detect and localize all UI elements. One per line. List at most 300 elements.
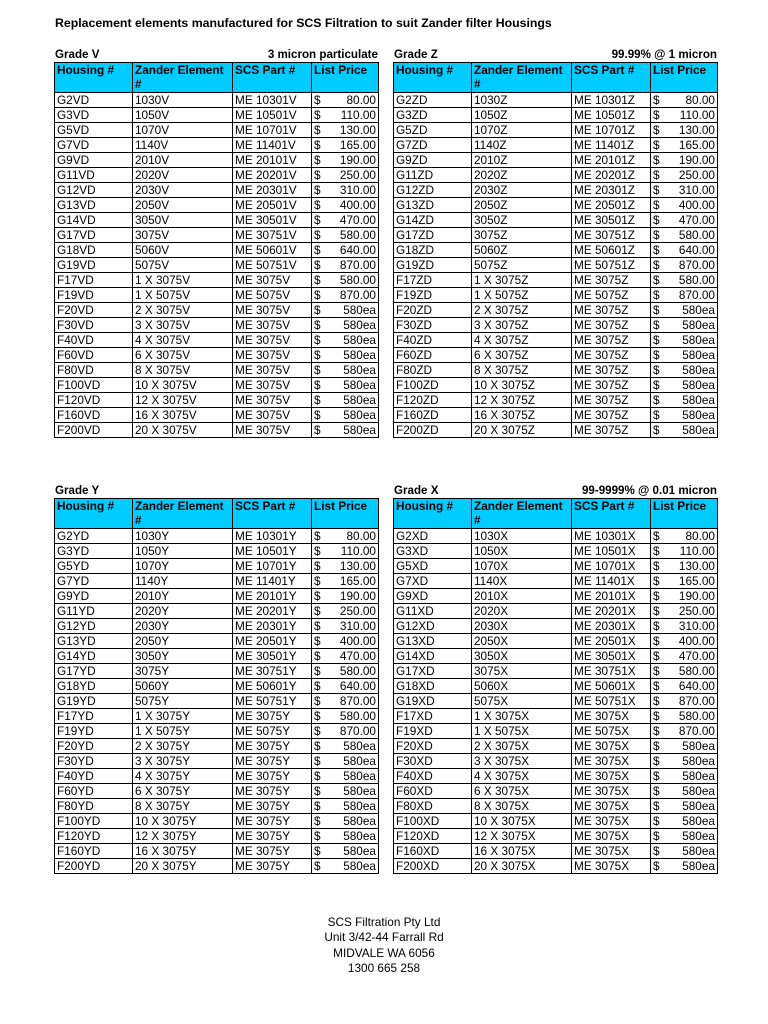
- price-amount: 580.00: [339, 709, 376, 723]
- part-cell: ME 30751V: [233, 228, 312, 243]
- currency-symbol: $: [314, 393, 321, 407]
- element-cell: 20 X 3075Y: [133, 859, 233, 874]
- element-cell: 1140Y: [133, 574, 233, 589]
- table-row: [394, 544, 718, 559]
- element-cell: 2030V: [133, 183, 233, 198]
- part-cell: ME 3075V: [233, 318, 312, 333]
- housing-cell: F19YD: [55, 724, 133, 739]
- price-amount: 580.00: [339, 664, 376, 678]
- price-amount: 640.00: [339, 679, 376, 693]
- currency-symbol: $: [314, 664, 321, 678]
- price-amount: 580ea: [343, 303, 376, 317]
- currency-symbol: $: [314, 378, 321, 392]
- part-cell: ME 3075Z: [572, 333, 651, 348]
- currency-symbol: $: [653, 619, 660, 633]
- currency-symbol: $: [314, 589, 321, 603]
- element-cell: 5060V: [133, 243, 233, 258]
- element-cell: 8 X 3075X: [472, 799, 572, 814]
- currency-symbol: $: [653, 93, 660, 107]
- price-amount: 580ea: [343, 393, 376, 407]
- currency-symbol: $: [314, 303, 321, 317]
- table-row: [55, 664, 379, 679]
- part-cell: ME 50601V: [233, 243, 312, 258]
- price-amount: 580ea: [682, 739, 715, 753]
- element-cell: 3075Z: [472, 228, 572, 243]
- part-cell: ME 3075V: [233, 303, 312, 318]
- price-cell: [651, 198, 718, 213]
- currency-symbol: $: [314, 754, 321, 768]
- part-cell: ME 10301Z: [572, 93, 651, 108]
- price-cell: [651, 589, 718, 604]
- part-col-header: SCS Part #: [233, 499, 312, 529]
- housing-cell: G18ZD: [394, 243, 472, 258]
- grade-header: [393, 47, 717, 62]
- price-cell: [651, 273, 718, 288]
- price-cell: [651, 153, 718, 168]
- part-cell: ME 20201Z: [572, 168, 651, 183]
- price-cell: [312, 559, 379, 574]
- element-cell: 2010Y: [133, 589, 233, 604]
- element-cell: 4 X 3075Z: [472, 333, 572, 348]
- element-cell: 12 X 3075X: [472, 829, 572, 844]
- currency-symbol: $: [653, 273, 660, 287]
- price-amount: 580ea: [343, 739, 376, 753]
- currency-symbol: $: [314, 574, 321, 588]
- element-cell: 2020Y: [133, 604, 233, 619]
- currency-symbol: $: [653, 589, 660, 603]
- price-cell: [312, 859, 379, 874]
- housing-cell: G7ZD: [394, 138, 472, 153]
- table-row: [394, 243, 718, 258]
- price-amount: 130.00: [678, 123, 715, 137]
- price-amount: 580ea: [682, 784, 715, 798]
- housing-cell: F120YD: [55, 829, 133, 844]
- part-cell: ME 3075Y: [233, 769, 312, 784]
- housing-cell: G2VD: [55, 93, 133, 108]
- housing-cell: G19YD: [55, 694, 133, 709]
- price-cell: [312, 814, 379, 829]
- part-cell: ME 30501Z: [572, 213, 651, 228]
- price-cell: [312, 213, 379, 228]
- element-cell: 10 X 3075Z: [472, 378, 572, 393]
- price-amount: 580ea: [682, 769, 715, 783]
- table-row: [55, 574, 379, 589]
- price-cell: [651, 574, 718, 589]
- housing-cell: F200ZD: [394, 423, 472, 438]
- currency-symbol: $: [314, 829, 321, 843]
- price-amount: 870.00: [678, 258, 715, 272]
- table-row: [394, 784, 718, 799]
- table-row: [55, 559, 379, 574]
- price-amount: 870.00: [678, 724, 715, 738]
- element-cell: 4 X 3075Y: [133, 769, 233, 784]
- part-cell: ME 3075Z: [572, 378, 651, 393]
- table-row: [394, 393, 718, 408]
- housing-cell: F80VD: [55, 363, 133, 378]
- table-row: [55, 423, 379, 438]
- currency-symbol: $: [314, 423, 321, 437]
- price-cell: [312, 799, 379, 814]
- element-cell: 1140V: [133, 138, 233, 153]
- housing-cell: G11ZD: [394, 168, 472, 183]
- currency-symbol: $: [314, 153, 321, 167]
- price-amount: 580ea: [682, 799, 715, 813]
- price-cell: [651, 213, 718, 228]
- price-amount: 190.00: [678, 153, 715, 167]
- price-amount: 250.00: [339, 168, 376, 182]
- price-amount: 580ea: [343, 348, 376, 362]
- price-cell: [651, 288, 718, 303]
- element-cell: 2010V: [133, 153, 233, 168]
- grade-v-section: [54, 47, 378, 438]
- element-cell: 2010Z: [472, 153, 572, 168]
- currency-symbol: $: [314, 288, 321, 302]
- table-row: [394, 363, 718, 378]
- element-cell: 12 X 3075Z: [472, 393, 572, 408]
- part-cell: ME 3075Y: [233, 844, 312, 859]
- price-cell: [651, 183, 718, 198]
- table-row: [55, 228, 379, 243]
- currency-symbol: $: [653, 108, 660, 122]
- table-row: [55, 784, 379, 799]
- element-cell: 1 X 3075Y: [133, 709, 233, 724]
- price-amount: 640.00: [678, 679, 715, 693]
- price-amount: 400.00: [339, 198, 376, 212]
- table-row: [55, 198, 379, 213]
- price-amount: 250.00: [339, 604, 376, 618]
- part-cell: ME 3075Y: [233, 709, 312, 724]
- housing-cell: F100ZD: [394, 378, 472, 393]
- table-row: [394, 333, 718, 348]
- table-row: [394, 589, 718, 604]
- element-cell: 2010X: [472, 589, 572, 604]
- housing-cell: F30VD: [55, 318, 133, 333]
- currency-symbol: $: [314, 799, 321, 813]
- table-header-row: [55, 63, 379, 93]
- price-amount: 580ea: [682, 408, 715, 422]
- element-cell: 1 X 5075X: [472, 724, 572, 739]
- part-cell: ME 10701Z: [572, 123, 651, 138]
- currency-symbol: $: [653, 333, 660, 347]
- price-amount: 130.00: [339, 559, 376, 573]
- part-cell: ME 5075X: [572, 724, 651, 739]
- currency-symbol: $: [314, 183, 321, 197]
- price-cell: [651, 829, 718, 844]
- part-cell: ME 3075V: [233, 273, 312, 288]
- part-cell: ME 10301X: [572, 529, 651, 544]
- element-cell: 3 X 3075Z: [472, 318, 572, 333]
- currency-symbol: $: [653, 378, 660, 392]
- element-cell: 3050V: [133, 213, 233, 228]
- price-cell: [651, 559, 718, 574]
- element-cell: 6 X 3075V: [133, 348, 233, 363]
- table-row: [55, 859, 379, 874]
- element-cell: 1030Z: [472, 93, 572, 108]
- part-cell: ME 3075Z: [572, 408, 651, 423]
- table-row: [394, 844, 718, 859]
- part-cell: ME 3075V: [233, 423, 312, 438]
- price-amount: 580ea: [682, 348, 715, 362]
- part-cell: ME 20301Z: [572, 183, 651, 198]
- part-col-header: SCS Part #: [572, 63, 651, 93]
- price-amount: 165.00: [678, 138, 715, 152]
- element-cell: 2 X 3075Z: [472, 303, 572, 318]
- housing-cell: G19XD: [394, 694, 472, 709]
- element-cell: 1070X: [472, 559, 572, 574]
- price-table: [54, 62, 379, 438]
- element-cell: 2030X: [472, 619, 572, 634]
- table-row: [55, 333, 379, 348]
- part-cell: ME 20301X: [572, 619, 651, 634]
- price-amount: 580ea: [343, 754, 376, 768]
- housing-cell: G19ZD: [394, 258, 472, 273]
- price-amount: 80.00: [346, 529, 376, 543]
- housing-cell: G3ZD: [394, 108, 472, 123]
- housing-cell: G18VD: [55, 243, 133, 258]
- price-cell: [312, 333, 379, 348]
- currency-symbol: $: [314, 814, 321, 828]
- part-cell: ME 20201V: [233, 168, 312, 183]
- currency-symbol: $: [653, 198, 660, 212]
- part-cell: ME 5075V: [233, 288, 312, 303]
- housing-cell: G14XD: [394, 649, 472, 664]
- price-cell: [312, 123, 379, 138]
- table-row: [55, 288, 379, 303]
- currency-symbol: $: [653, 799, 660, 813]
- table-row: [55, 619, 379, 634]
- price-cell: [312, 754, 379, 769]
- table-row: [394, 769, 718, 784]
- housing-cell: G5ZD: [394, 123, 472, 138]
- part-cell: ME 50601Y: [233, 679, 312, 694]
- housing-cell: G12VD: [55, 183, 133, 198]
- company-city: MIDVALE WA 6056: [333, 945, 435, 960]
- price-amount: 130.00: [678, 559, 715, 573]
- price-cell: [312, 348, 379, 363]
- element-cell: 3075X: [472, 664, 572, 679]
- housing-cell: F100XD: [394, 814, 472, 829]
- housing-cell: G17YD: [55, 664, 133, 679]
- price-amount: 580ea: [682, 859, 715, 873]
- part-cell: ME 3075V: [233, 393, 312, 408]
- price-cell: [312, 243, 379, 258]
- price-cell: [312, 679, 379, 694]
- part-cell: ME 3075Z: [572, 348, 651, 363]
- price-cell: [651, 709, 718, 724]
- price-amount: 870.00: [339, 694, 376, 708]
- price-amount: 580ea: [343, 408, 376, 422]
- housing-cell: G3XD: [394, 544, 472, 559]
- table-row: [55, 378, 379, 393]
- housing-cell: F160YD: [55, 844, 133, 859]
- price-amount: 580ea: [682, 318, 715, 332]
- currency-symbol: $: [653, 604, 660, 618]
- currency-symbol: $: [653, 739, 660, 753]
- table-row: [55, 724, 379, 739]
- price-amount: 580ea: [343, 378, 376, 392]
- price-amount: 580ea: [682, 814, 715, 828]
- currency-symbol: $: [653, 168, 660, 182]
- part-cell: ME 10701Y: [233, 559, 312, 574]
- part-cell: ME 3075Z: [572, 303, 651, 318]
- part-cell: ME 3075X: [572, 829, 651, 844]
- part-cell: ME 3075Y: [233, 859, 312, 874]
- housing-cell: G11VD: [55, 168, 133, 183]
- price-cell: [312, 138, 379, 153]
- price-cell: [651, 619, 718, 634]
- price-amount: 400.00: [678, 198, 715, 212]
- grade-spec: 99-9999% @ 0.01 micron: [581, 484, 717, 497]
- currency-symbol: $: [653, 679, 660, 693]
- part-cell: ME 50751X: [572, 694, 651, 709]
- table-row: [394, 198, 718, 213]
- element-cell: 1030X: [472, 529, 572, 544]
- housing-cell: F19XD: [394, 724, 472, 739]
- element-cell: 2 X 3075V: [133, 303, 233, 318]
- housing-cell: F40ZD: [394, 333, 472, 348]
- currency-symbol: $: [314, 859, 321, 873]
- price-cell: [651, 754, 718, 769]
- housing-cell: G11YD: [55, 604, 133, 619]
- part-cell: ME 50751Z: [572, 258, 651, 273]
- element-cell: 16 X 3075Z: [472, 408, 572, 423]
- housing-cell: G5XD: [394, 559, 472, 574]
- housing-cell: F20XD: [394, 739, 472, 754]
- element-cell: 5075V: [133, 258, 233, 273]
- currency-symbol: $: [653, 649, 660, 663]
- table-row: [55, 138, 379, 153]
- price-cell: [312, 168, 379, 183]
- price-amount: 580ea: [343, 799, 376, 813]
- element-cell: 3075Y: [133, 664, 233, 679]
- price-amount: 80.00: [685, 93, 715, 107]
- company-name: SCS Filtration Pty Ltd: [327, 915, 441, 929]
- price-cell: [651, 799, 718, 814]
- table-row: [55, 754, 379, 769]
- part-cell: ME 30501Y: [233, 649, 312, 664]
- element-cell: 16 X 3075V: [133, 408, 233, 423]
- element-cell: 2050Z: [472, 198, 572, 213]
- price-amount: 580.00: [339, 228, 376, 242]
- element-cell: 1140X: [472, 574, 572, 589]
- price-amount: 80.00: [346, 93, 376, 107]
- element-cell: 20 X 3075X: [472, 859, 572, 874]
- housing-cell: G5VD: [55, 123, 133, 138]
- table-row: [394, 619, 718, 634]
- table-header-row: [394, 499, 718, 529]
- element-cell: 1050Z: [472, 108, 572, 123]
- part-cell: ME 3075X: [572, 859, 651, 874]
- price-amount: 250.00: [678, 604, 715, 618]
- table-row: [55, 679, 379, 694]
- table-row: [394, 258, 718, 273]
- price-amount: 580ea: [343, 363, 376, 377]
- price-cell: [651, 378, 718, 393]
- price-amount: 310.00: [678, 183, 715, 197]
- element-cell: 8 X 3075V: [133, 363, 233, 378]
- housing-cell: G2XD: [394, 529, 472, 544]
- currency-symbol: $: [314, 634, 321, 648]
- table-row: [55, 153, 379, 168]
- price-amount: 470.00: [339, 213, 376, 227]
- part-cell: ME 3075Z: [572, 363, 651, 378]
- price-cell: [651, 258, 718, 273]
- housing-cell: F17XD: [394, 709, 472, 724]
- currency-symbol: $: [314, 348, 321, 362]
- element-cell: 1030V: [133, 93, 233, 108]
- table-row: [55, 183, 379, 198]
- element-cell: 20 X 3075Z: [472, 423, 572, 438]
- part-cell: ME 50601Z: [572, 243, 651, 258]
- element-cell: 1 X 5075Y: [133, 724, 233, 739]
- housing-cell: F20ZD: [394, 303, 472, 318]
- housing-cell: F30XD: [394, 754, 472, 769]
- grade-y-section: [54, 483, 378, 874]
- price-amount: 640.00: [678, 243, 715, 257]
- price-cell: [312, 393, 379, 408]
- price-cell: [312, 183, 379, 198]
- housing-cell: F120VD: [55, 393, 133, 408]
- price-amount: 470.00: [678, 649, 715, 663]
- element-cell: 2050Y: [133, 634, 233, 649]
- currency-symbol: $: [653, 123, 660, 137]
- housing-cell: G14ZD: [394, 213, 472, 228]
- element-cell: 1050Y: [133, 544, 233, 559]
- table-row: [55, 168, 379, 183]
- price-cell: [312, 318, 379, 333]
- price-cell: [651, 333, 718, 348]
- housing-cell: G17ZD: [394, 228, 472, 243]
- currency-symbol: $: [314, 273, 321, 287]
- element-cell: 2020V: [133, 168, 233, 183]
- housing-cell: G7XD: [394, 574, 472, 589]
- element-cell: 6 X 3075Y: [133, 784, 233, 799]
- currency-symbol: $: [314, 844, 321, 858]
- housing-cell: G12ZD: [394, 183, 472, 198]
- element-cell: 5075Z: [472, 258, 572, 273]
- price-table: [393, 62, 718, 438]
- price-cell: [312, 784, 379, 799]
- price-amount: 310.00: [339, 619, 376, 633]
- price-cell: [312, 844, 379, 859]
- currency-symbol: $: [314, 769, 321, 783]
- grade-z-section: [393, 47, 717, 438]
- table-row: [55, 709, 379, 724]
- price-cell: [651, 529, 718, 544]
- element-cell: 5075Y: [133, 694, 233, 709]
- currency-symbol: $: [314, 93, 321, 107]
- element-cell: 2030Z: [472, 183, 572, 198]
- price-amount: 190.00: [339, 153, 376, 167]
- part-cell: ME 20301Y: [233, 619, 312, 634]
- price-cell: [312, 634, 379, 649]
- table-row: [394, 93, 718, 108]
- currency-symbol: $: [653, 318, 660, 332]
- housing-cell: G14YD: [55, 649, 133, 664]
- currency-symbol: $: [653, 709, 660, 723]
- price-table: [54, 498, 379, 874]
- price-amount: 110.00: [679, 108, 715, 122]
- currency-symbol: $: [314, 709, 321, 723]
- price-cell: [651, 423, 718, 438]
- company-footer: [0, 915, 768, 976]
- price-col-header: List Price: [312, 63, 379, 93]
- element-cell: 3 X 3075X: [472, 754, 572, 769]
- part-cell: ME 10501Y: [233, 544, 312, 559]
- price-amount: 310.00: [678, 619, 715, 633]
- housing-cell: G13YD: [55, 634, 133, 649]
- housing-cell: G12YD: [55, 619, 133, 634]
